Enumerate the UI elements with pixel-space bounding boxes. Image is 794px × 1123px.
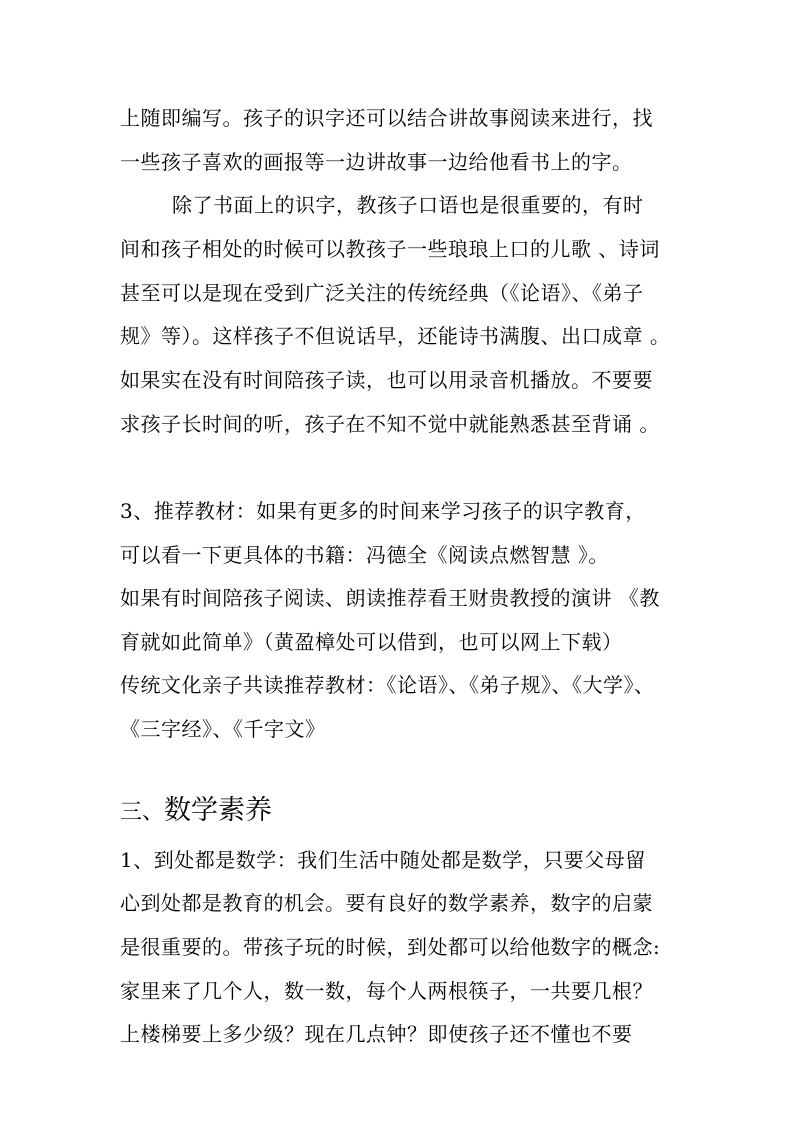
paragraph-line: 规》等）。这样孩子不但说话早，还能诗书满腹、出口成章 。 (120, 324, 671, 348)
paragraph-line: 求孩子长时间的听，孩子在不知不觉中就能熟悉甚至背诵 。 (120, 412, 660, 436)
paragraph-line: 3、推荐教材：如果有更多的时间来学习孩子的识字教育， (120, 499, 646, 523)
paragraph-line: 是很重要的。带孩子玩的时候，到处都可以给他数字的概念: (120, 935, 661, 959)
paragraph-line: 可以看一下更具体的书籍：冯德全《阅读点燃智慧 》。 (120, 543, 609, 567)
paragraph-line: 传统文化亲子共读推荐教材：《论语》、《弟子规》、《大学》、 (120, 673, 655, 697)
paragraph-line: 一些孩子喜欢的画报等一边讲故事一边给他看书上的字。 (120, 150, 633, 174)
section-heading (120, 795, 272, 829)
paragraph-line: 上随即编写。孩子的识字还可以结合讲故事阅读来进行，找 (120, 106, 653, 130)
paragraph-line: 《三字经》、《千字文》 (120, 717, 326, 741)
paragraph-line: 家里来了几个人，数一数，每个人两根筷子，一共要几根？ (120, 979, 653, 1003)
paragraph-line: 上楼梯要上多少级？现在几点钟？即使孩子还不懂也不要 (120, 1022, 633, 1046)
section-title: 数学素养 (164, 795, 273, 826)
paragraph-line: 育就如此简单》（黄盈樟处可以借到，也可以网上下载） (120, 630, 623, 654)
paragraph-line: 如果有时间陪孩子阅读、朗读推荐看王财贵教授的演讲 《教 (120, 586, 660, 610)
section-number: 三、 (120, 800, 165, 825)
paragraph-line: 1、到处都是数学：我们生活中随处都是数学，只要父母留 (120, 848, 646, 872)
paragraph-line: 如果实在没有时间陪孩子读，也可以用录音机播放。不要要 (120, 368, 653, 392)
paragraph-line: 甚至可以是现在受到广泛关注的传统经典（《论语》、《弟子 (120, 281, 644, 305)
paragraph-line: 间和孩子相处的时候可以教孩子一些琅琅上口的儿歌 、诗词 (120, 237, 660, 261)
paragraph-line: 心到处都是教育的机会。要有良好的数学素养，数字的启蒙 (120, 891, 653, 915)
paragraph-line: 除了书面上的识字，教孩子口语也是很重要的，有时 (172, 193, 644, 217)
